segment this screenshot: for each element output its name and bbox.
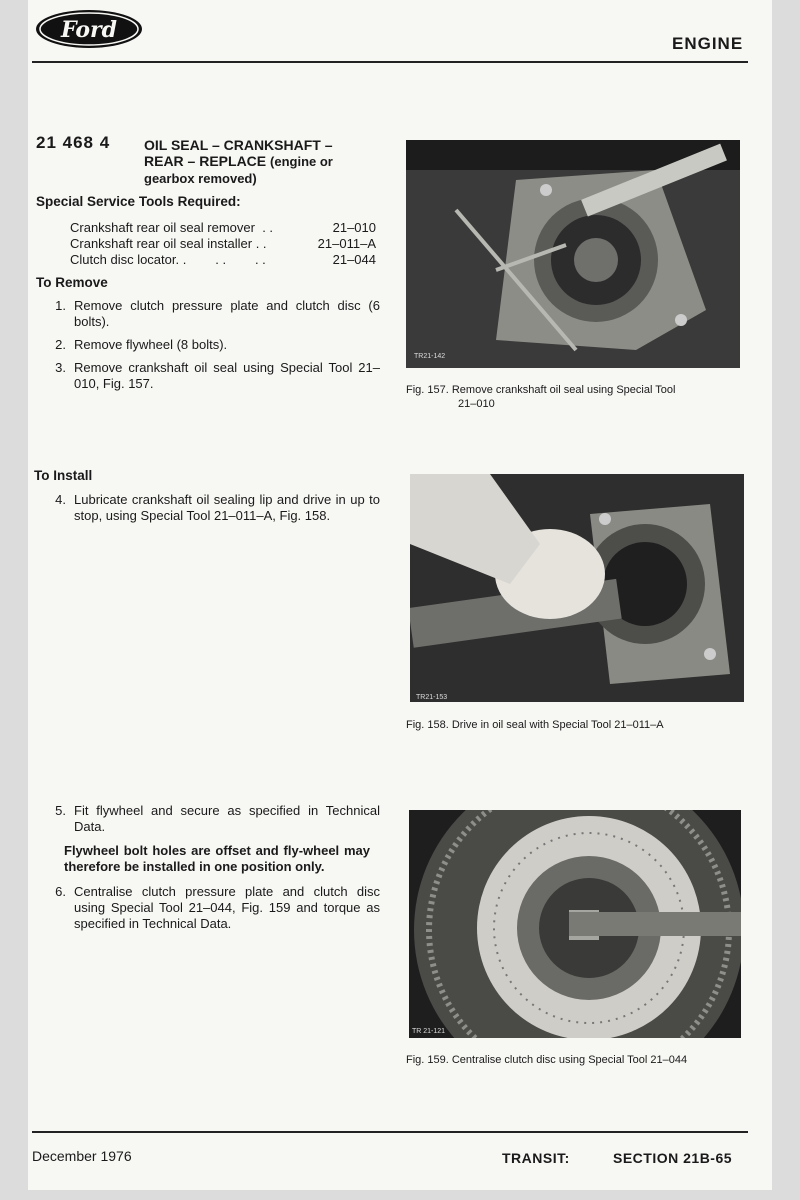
tools-list — [70, 220, 376, 268]
tool-name: Crankshaft rear oil seal installer . . — [70, 236, 267, 251]
tool-row — [70, 236, 376, 252]
tools-heading: Special Service Tools Required: — [36, 194, 241, 209]
section-title — [144, 137, 384, 187]
step-text: Fit flywheel and secure as specified in Technical Data. — [74, 803, 380, 834]
install-steps-5-6 — [36, 803, 380, 939]
footer-rule — [32, 1131, 748, 1133]
tool-row — [70, 252, 376, 268]
ford-logo — [34, 8, 144, 50]
caption-line: Fig. 158. Drive in oil seal with Special Tool 21–011–A — [406, 719, 664, 731]
step-text: Remove flywheel (8 bolts). — [74, 337, 228, 352]
step-text: Lubricate crankshaft oil sealing lip and drive in up to stop, using Special Tool 21–011–A, Fig. 158. — [74, 492, 380, 523]
step-text: Remove crankshaft oil seal using Special Tool 21–010, Fig. 157. — [74, 360, 380, 391]
caption-line: Fig. 159. Centralise clutch disc using Special Tool 21–044 — [406, 1054, 688, 1066]
section-title-line1: OIL SEAL – CRANKSHAFT – — [144, 137, 333, 153]
figure-tag: TR21-142 — [414, 353, 446, 360]
step-number: 1. — [55, 298, 66, 313]
svg-text:Ford: Ford — [60, 17, 118, 43]
section-title-suffix: (engine or gearbox removed) — [144, 154, 333, 186]
header-rule — [32, 61, 748, 63]
remove-heading: To Remove — [36, 275, 108, 290]
step-1 — [36, 298, 380, 330]
footer-section: SECTION 21B-65 — [613, 1150, 733, 1166]
step-3 — [36, 360, 380, 392]
footer-date: December 1976 — [32, 1148, 132, 1164]
caption-line: 21–010 — [458, 398, 495, 410]
step-number: 3. — [55, 360, 66, 375]
figure-159-photo — [409, 810, 741, 1038]
install-step-4 — [36, 492, 380, 531]
step-number: 4. — [55, 492, 66, 507]
caption-line: Fig. 157. Remove crankshaft oil seal using Special Tool — [406, 384, 676, 396]
step-4 — [36, 492, 380, 524]
tool-row — [70, 220, 376, 236]
step-2 — [36, 337, 380, 353]
step-6 — [36, 884, 380, 932]
section-title-line2: REAR – REPLACE — [144, 153, 267, 169]
figure-tag: TR21-153 — [416, 694, 448, 701]
header-title: ENGINE — [672, 34, 744, 53]
tool-name: Crankshaft rear oil seal remover . . — [70, 220, 274, 235]
tool-name: Clutch disc locator. . . . . . — [70, 252, 266, 267]
figure-tag: TR 21-121 — [412, 1028, 446, 1035]
step-text: Centralise clutch pressure plate and clutch disc using Special Tool 21–044, Fig. 159 and torque as specified in Technical Data. — [74, 884, 380, 931]
warning-note: Flywheel bolt holes are offset and fly-wheel may therefore be installed in one position only. — [64, 843, 370, 874]
figure-157-caption — [406, 383, 675, 411]
step-number: 2. — [55, 337, 66, 352]
figure-159-caption — [406, 1053, 687, 1067]
figure-158-photo — [410, 474, 744, 702]
step-5 — [36, 803, 380, 835]
tool-code: 21–044 — [332, 252, 376, 267]
install-heading: To Install — [34, 468, 93, 483]
remove-steps — [36, 298, 380, 399]
footer-model: TRANSIT: — [502, 1150, 570, 1166]
tool-code: 21–011–A — [317, 236, 376, 251]
figure-157-photo — [406, 140, 740, 368]
figure-158-caption — [406, 718, 664, 732]
step-text: Remove clutch pressure plate and clutch disc (6 bolts). — [74, 298, 380, 329]
step-number: 5. — [55, 803, 66, 818]
section-number: 21 468 4 — [36, 133, 111, 152]
step-number: 6. — [55, 884, 66, 899]
tool-code: 21–010 — [332, 220, 376, 235]
